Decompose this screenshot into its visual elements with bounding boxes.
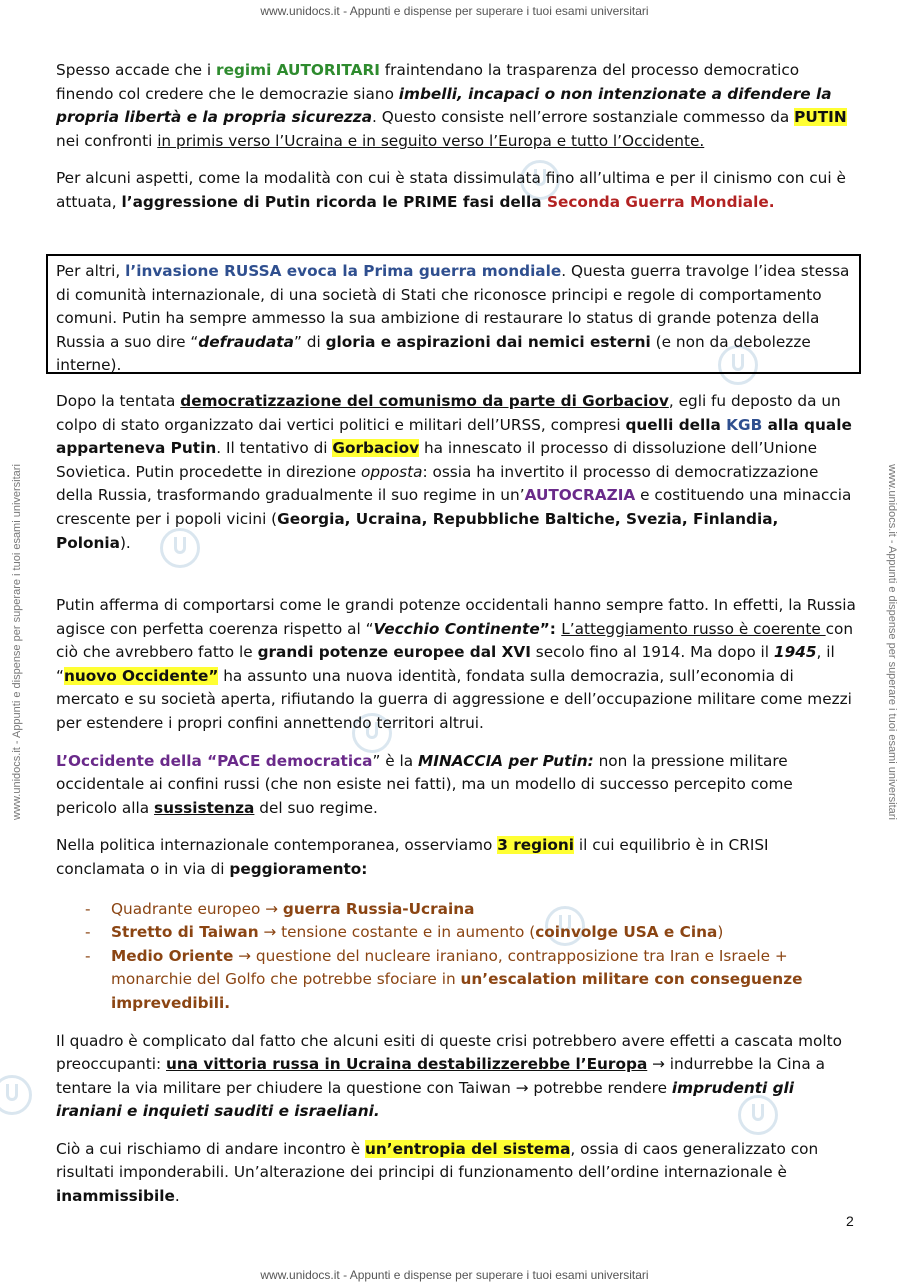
- tre-regioni-highlight: 3 regioni: [497, 836, 574, 855]
- text: Putin afferma di comportarsi come le grandi potenze occidentali hanno sempre fatto. In effetti, la Russia agisce con perfetta coerenza rispetto al “: [56, 596, 856, 638]
- text: Per alcuni aspetti, come la modalità con cui è stata dissimulata fino all’ultima e per il cinismo con cui è attuata,: [56, 169, 846, 211]
- text: ” di: [293, 332, 326, 351]
- text: Nella politica internazionale contemporanea, osserviamo: [56, 836, 498, 855]
- page-number: 2: [846, 1213, 854, 1229]
- text: il cui equilibrio è in CRISI conclamata o in via di: [56, 836, 769, 878]
- aggressione-phrase: l’aggressione di Putin ricorda le PRIME fasi della: [121, 192, 547, 211]
- text: . Questa guerra travolge l’idea stessa di comunità internazionale, di una società di Stati che riconosce principi e regole di comportamento comuni. Putin ha sempre ammesso la sua ambizione di restaurare lo status di grande potenza della Russia a suo dire “: [56, 262, 850, 351]
- vittoria-russa: una vittoria russa in Ucraina destabilizzerebbe l’Europa: [166, 1055, 648, 1074]
- paragraph-western-powers: [56, 594, 856, 736]
- entropia-highlight: un’entropia del sistema: [365, 1139, 571, 1158]
- text: . Il tentativo di: [216, 439, 333, 458]
- watermark-right: www.unidocs.it - Appunti e dispense per superare i tuoi esami universitari: [886, 464, 898, 820]
- text: , egli fu deposto da un colpo di stato organizzato dai vertici politici e militari dell’URSS, compresi: [56, 392, 841, 434]
- text: . Questo consiste nell’errore sostanziale commesso da: [372, 108, 795, 127]
- text: → tensione costante e in aumento (: [258, 923, 536, 942]
- paragraph-three-regions: [56, 834, 856, 881]
- paesi-vicini: Georgia, Ucraina, Repubbliche Baltiche, Svezia, Finlandia, Polonia: [56, 509, 779, 552]
- watermark-top: www.unidocs.it - Appunti e dispense per superare i tuoi esami universitari: [260, 4, 649, 18]
- text: con ciò che avrebbero fatto le: [56, 619, 854, 662]
- anno-1945: 1945: [773, 643, 817, 662]
- text: ).: [119, 533, 131, 552]
- peggioramento: peggioramento:: [229, 859, 368, 878]
- imprudenti-phrase: imprudenti gli iraniani e inquieti sauditi e israeliani.: [56, 1078, 795, 1121]
- text: ha innescato il processo di dissoluzione dell’Unione Sovietica. Putin procedette in direzione: [56, 439, 817, 481]
- nuovo-occidente-highlight: nuovo Occidente”: [63, 666, 219, 685]
- putin-highlight: PUTIN: [794, 108, 847, 127]
- paragraph-pace-democratica: [56, 750, 856, 821]
- text: Dopo la tentata: [56, 392, 181, 410]
- text: , ossia di caos generalizzato con risultati imponderabili. Un’alterazione dei principi di funzionamento dell’ordine internazionale è: [56, 1139, 819, 1182]
- sussistenza: sussistenza: [154, 798, 255, 817]
- text: ha assunto una nuova identità, fondata sulla democrazia, sull’economia di mercato e su società aperta, rifiutando la guerra di aggressione e dell’occupazione militare come mezzi per estendere i propri confini annettendo territori altrui.: [56, 666, 852, 732]
- text: → questione del nucleare iraniano, contrapposizione tra Iran e Israele + monarchie del Golfo che potrebbe sfociare in: [111, 946, 788, 989]
- gorbaciov-highlight: Gorbaciov: [332, 439, 420, 458]
- imbelli-phrase: imbelli, incapaci o non intenzionate a difendere la propria libertà e la propria sicurezza: [56, 84, 832, 127]
- democratizzazione-phrase: democratizzazione del comunismo da parte di Gorbaciov: [180, 392, 669, 410]
- text: Per altri,: [56, 262, 126, 280]
- second-section: [56, 594, 856, 1223]
- item-bold: coinvolge USA e Cina: [535, 923, 718, 942]
- paragraph-cascade: [56, 1030, 856, 1124]
- text: Ciò a cui rischiamo di andare incontro è: [56, 1139, 366, 1158]
- list-item: [111, 921, 856, 945]
- occidente-pace: L’Occidente della “PACE democratica: [56, 751, 373, 770]
- paragraph-gorbaciov: [56, 390, 856, 555]
- text: secolo fino al 1914. Ma dopo il: [530, 643, 774, 662]
- paragraph-entropy: [56, 1138, 856, 1209]
- watermark-bottom: www.unidocs.it - Appunti e dispense per superare i tuoi esami universitari: [260, 1268, 649, 1282]
- opposta: opposta: [360, 462, 423, 481]
- text: ”:: [539, 619, 562, 638]
- inammissibile: inammissibile: [56, 1187, 175, 1206]
- text: ” è la: [372, 751, 419, 770]
- gloria-phrase: gloria e aspirazioni dai nemici esterni: [325, 332, 651, 351]
- text: (e non da debolezze interne).: [56, 332, 811, 375]
- alla-quale-phrase: alla quale apparteneva Putin: [56, 415, 852, 458]
- text: Il quadro è complicato dal fatto che alcuni esiti di queste crisi potrebbero avere effetti a cascata molto preoccupanti:: [56, 1031, 843, 1074]
- defraudata: defraudata: [198, 332, 294, 351]
- text: Quadrante europeo →: [111, 899, 283, 918]
- item-bold: Medio Oriente: [111, 946, 234, 965]
- text: ): [717, 923, 724, 942]
- text: Spesso accade che i: [56, 61, 217, 79]
- text: , il “: [56, 643, 835, 685]
- quelli-della: quelli della: [625, 415, 727, 434]
- text: .: [174, 1187, 180, 1206]
- in-primis-phrase: in primis verso l’Ucraina e in seguito verso l’Europa e tutto l’Occidente.: [157, 131, 705, 150]
- minaccia-per-putin: MINACCIA per Putin:: [418, 751, 594, 770]
- watermark-left: www.unidocs.it - Appunti e dispense per superare i tuoi esami universitari: [11, 464, 23, 820]
- autocrazia: AUTOCRAZIA: [524, 486, 636, 505]
- list-item: [111, 945, 856, 1016]
- seconda-guerra: Seconda Guerra Mondiale.: [546, 192, 775, 211]
- list-item: [111, 898, 856, 922]
- watermark-logo-icon: [0, 1075, 32, 1115]
- text: e costituendo una minaccia crescente per i popoli vicini (: [56, 486, 852, 528]
- regimi-autoritari: regimi AUTORITARI: [216, 61, 380, 79]
- paragraph-authoritarian: [56, 59, 856, 153]
- grandi-potenze: grandi potenze europee dal XVI: [257, 643, 531, 662]
- kgb: KGB: [726, 415, 763, 434]
- intro-section: [56, 59, 856, 215]
- boxed-paragraph-ww1: [46, 254, 861, 374]
- item-bold: guerra Russia-Ucraina: [282, 899, 475, 918]
- vecchio-continente: Vecchio Continente: [373, 619, 540, 638]
- crisis-list: [56, 898, 856, 1016]
- paragraph-ww2: [56, 167, 856, 214]
- text: → indurrebbe la Cina a tentare la via militare per chiudere la questione con Taiwan → potrebbe rendere: [56, 1055, 825, 1097]
- atteggiamento-phrase: L’atteggiamento russo è coerente: [561, 619, 826, 638]
- text: nei confronti: [56, 131, 158, 150]
- text: fraintendano la trasparenza del processo democratico finendo col credere che le democrazie siano: [56, 61, 800, 103]
- text: non la pressione militare occidentale ai confini russi (che non esiste nei fatti), ma un modello di successo percepito come pericolo alla: [56, 751, 793, 817]
- invasione-russa: l’invasione RUSSA evoca la Prima guerra mondiale: [125, 262, 562, 280]
- text: del suo regime.: [254, 798, 378, 817]
- item-bold: un’escalation militare con conseguenze imprevedibili.: [111, 970, 803, 1012]
- text: : ossia ha invertito il processo di democratizzazione della Russia, trasformando gradualmente il suo regime in un’: [56, 462, 819, 505]
- item-bold: Stretto di Taiwan: [111, 923, 259, 942]
